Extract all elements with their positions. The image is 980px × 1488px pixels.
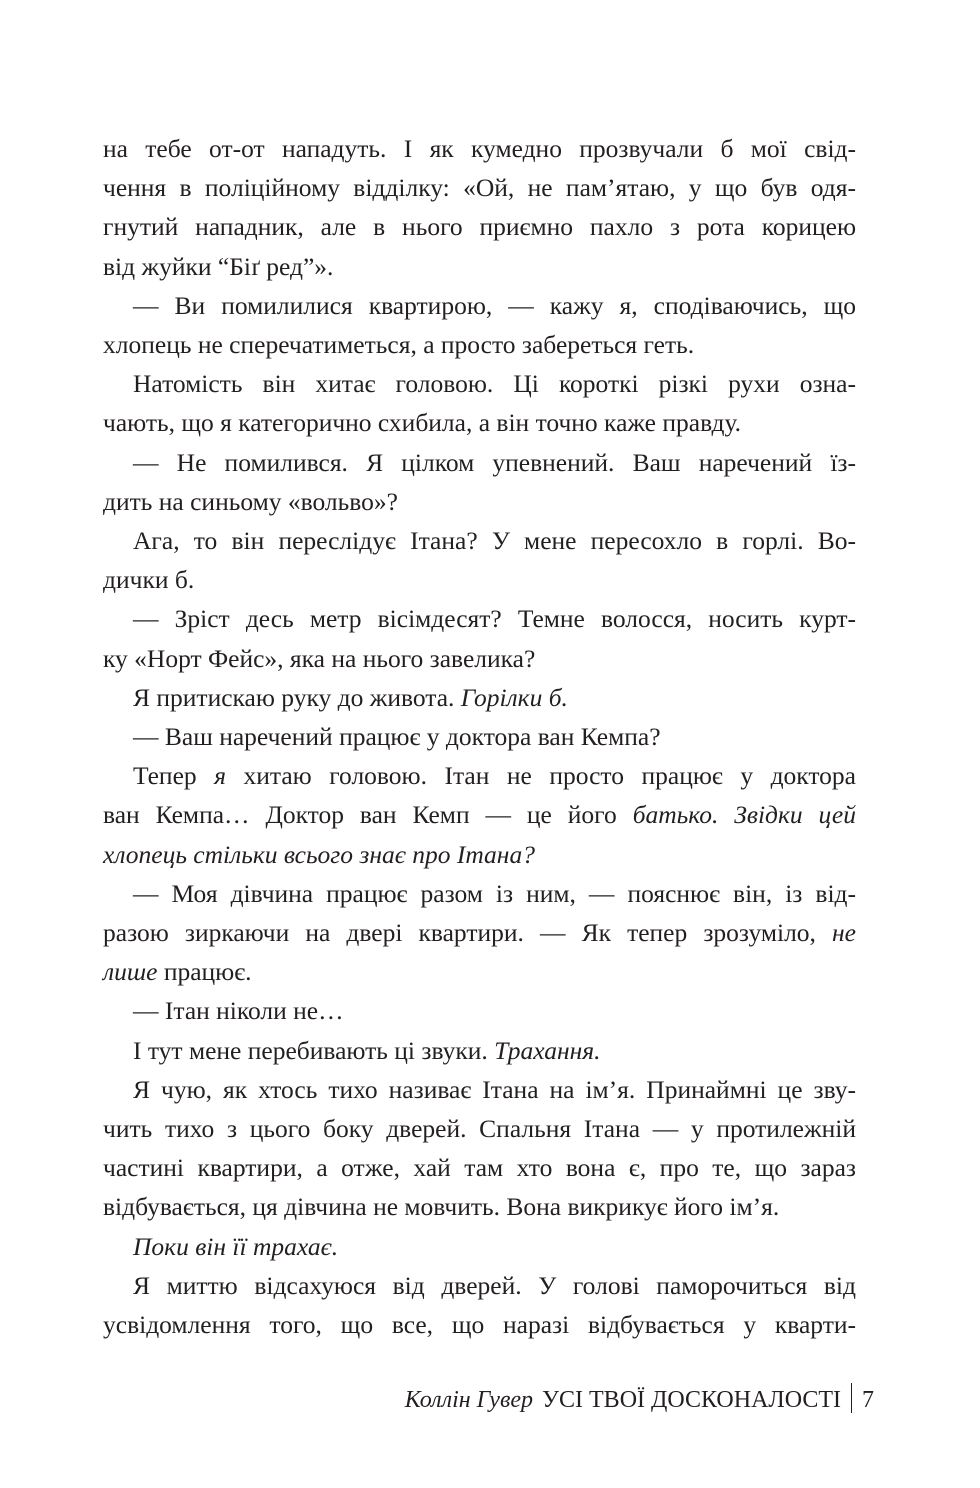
text-run: чить тихо з цього боку дверей. Спальня Ітана — у протилежній (103, 1114, 856, 1144)
text-line (103, 1266, 856, 1305)
text-run: Ага, то він переслідує Ітана? У мене пересохло в горлі. Во- (133, 526, 856, 556)
footer-book-title: УСІ ТВОЇ ДОСКОНАЛОСТІ (542, 1387, 841, 1413)
text-line (103, 1070, 856, 1109)
italic-text: я (214, 761, 226, 791)
text-run: чають, що я категорично схибила, а він точно каже правду. (103, 408, 742, 438)
text-run: працює. (157, 957, 252, 987)
text-line (103, 286, 856, 325)
footer-divider (851, 1383, 852, 1413)
text-line (103, 1148, 856, 1187)
text-line (103, 599, 856, 638)
text-line (103, 482, 856, 521)
text-line (103, 756, 856, 795)
body-text (103, 129, 856, 1344)
italic-text: Горілки б. (460, 682, 568, 712)
text-line (103, 639, 856, 678)
text-line (103, 443, 856, 482)
text-run: Я притискаю руку до живота. (133, 682, 461, 712)
text-line (103, 1109, 856, 1148)
text-run: — Зріст десь метр вісімдесят? Темне волосся, носить курт- (133, 604, 856, 634)
text-line (103, 874, 856, 913)
text-line (103, 991, 856, 1030)
text-line (103, 168, 856, 207)
text-run: відбувається, ця дівчина не мовчить. Вона викрикує його ім’я. (103, 1192, 780, 1222)
text-line (103, 678, 856, 717)
text-line (103, 207, 856, 246)
text-run: разою зиркаючи на двері квартири. — Як тепер зрозуміло, (103, 918, 833, 948)
text-run: ван Кемпа… Доктор ван Кемп — це його (103, 800, 633, 830)
text-line (103, 325, 856, 364)
text-run: хитаю головою. Ітан не просто працює у доктора (226, 761, 856, 791)
text-run: — Ітан ніколи не… (133, 996, 344, 1026)
text-run: гнутий нападник, але в нього приємно пахло з рота корицею (103, 212, 856, 242)
text-run: Я чую, як хтось тихо називає Ітана на ім’я. Принаймні це зву- (133, 1074, 856, 1104)
page-number: 7 (862, 1387, 874, 1413)
running-footer (405, 1383, 874, 1414)
text-run: дички б. (103, 565, 195, 595)
text-run: хлопець не сперечатиметься, а просто забереться геть. (103, 330, 695, 360)
text-line (103, 364, 856, 403)
text-line (103, 1305, 856, 1344)
text-run: — Ви помилилися квартирою, — кажу я, сподіваючись, що (133, 290, 856, 320)
text-line (103, 913, 856, 952)
text-run: чення в поліційному відділку: «Ой, не пам’ятаю, у що був одя- (103, 173, 856, 203)
text-line (103, 717, 856, 756)
text-run: — Моя дівчина працює разом із ним, — пояснює він, із від- (133, 878, 856, 908)
text-line (103, 560, 856, 599)
text-run: частині квартири, а отже, хай там хто вона є, про те, що зараз (103, 1153, 856, 1183)
text-run: від жуйки “Біґ ред”». (103, 251, 334, 281)
italic-text: Поки він її трахає. (133, 1231, 339, 1261)
footer-author: Коллін Гувер (404, 1387, 534, 1413)
text-run: ку «Норт Фейс», яка на нього завелика? (103, 643, 536, 673)
text-run: Я миттю відсахуюся від дверей. У голові паморочиться від (133, 1270, 856, 1300)
text-line (103, 521, 856, 560)
text-line (103, 1031, 856, 1070)
italic-text: Трахання. (494, 1035, 601, 1065)
text-line (103, 403, 856, 442)
text-line (103, 795, 856, 834)
text-run: дить на синьому «вольво»? (103, 486, 398, 516)
text-run: — Не помилився. Я цілком упевнений. Ваш наречений їз- (133, 447, 856, 477)
text-line (103, 129, 856, 168)
text-line (103, 952, 856, 991)
text-line (103, 1227, 856, 1266)
text-run: І тут мене перебивають ці звуки. (133, 1035, 495, 1065)
text-line (103, 835, 856, 874)
text-line (103, 247, 856, 286)
text-line (103, 1187, 856, 1226)
italic-text: батько. Звідки цей (632, 800, 856, 830)
text-run: усвідомлення того, що все, що наразі відбувається у кварти- (103, 1310, 856, 1340)
italic-text: лише (103, 957, 158, 987)
text-run: на тебе от-от нападуть. І як кумедно прозвучали б мої свід- (103, 134, 856, 163)
text-run: — Ваш наречений працює у доктора ван Кемпа? (133, 722, 661, 752)
italic-text: хлопець стільки всього знає про Ітана? (103, 839, 535, 869)
text-run: Натомість він хитає головою. Ці короткі різкі рухи озна- (133, 369, 856, 399)
text-run: Тепер (133, 761, 215, 791)
italic-text: не (832, 918, 856, 948)
